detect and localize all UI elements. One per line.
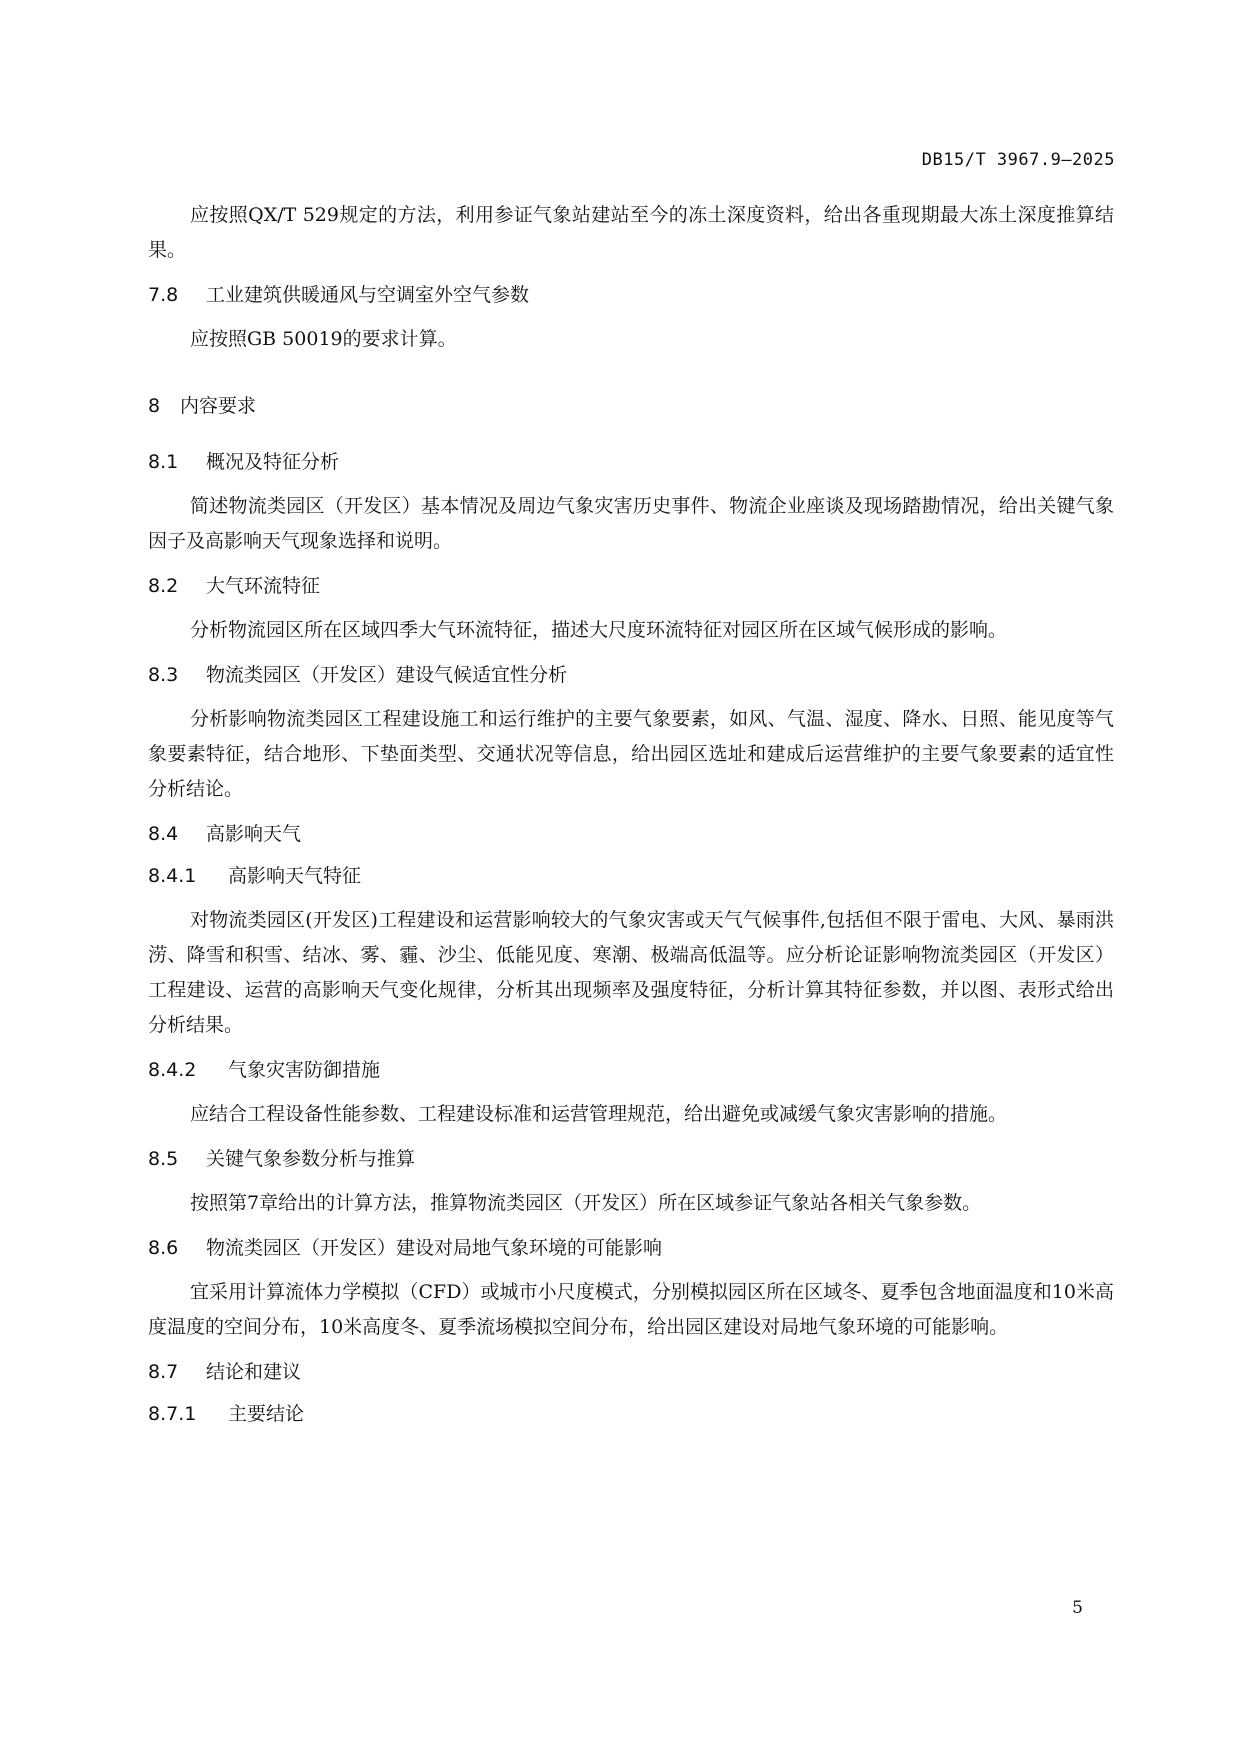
section-title: 物流类园区（开发区）建设气候适宜性分析 [206, 664, 568, 686]
section-title: 物流类园区（开发区）建设对局地气象环境的可能影响 [206, 1237, 663, 1259]
section-heading-8-6 [148, 1233, 1114, 1263]
section-number: 8.6 [148, 1237, 179, 1259]
section-heading-8-4 [148, 819, 1114, 849]
subsection-heading-8-7-1 [148, 1399, 1114, 1429]
paragraph: 分析影响物流类园区工程建设施工和运行维护的主要气象要素，如风、气温、湿度、降水、日照、能见度等气象要素特征，结合地形、下垫面类型、交通状况等信息，给出园区选址和建成后运营维护的主要气象要素的适宜性分析结论。 [148, 708, 1114, 800]
document-code: DB15/T 3967.9—2025 [921, 150, 1115, 170]
document-body [148, 198, 1114, 1441]
section-title: 大气环流特征 [206, 575, 321, 597]
section-number: 8.3 [148, 664, 179, 686]
paragraph: 宜采用计算流体力学模拟（CFD）或城市小尺度模式，分别模拟园区所在区域冬、夏季包含地面温度和10米高度温度的空间分布，10米高度冬、夏季流场模拟空间分布，给出园区建设对局地气象环境的可能影响。 [148, 1281, 1114, 1338]
section-number: 8.4 [148, 823, 179, 845]
section-number: 8.2 [148, 575, 179, 597]
paragraph: 分析物流园区所在区域四季大气环流特征，描述大尺度环流特征对园区所在区域气候形成的影响。 [190, 619, 1008, 641]
section-heading-8-3 [148, 660, 1114, 690]
section-title: 高影响天气 [206, 823, 302, 845]
section-heading-8-1 [148, 447, 1114, 477]
section-heading-8-2 [148, 571, 1114, 601]
subsection-title: 气象灾害防御措施 [228, 1059, 381, 1081]
page-number: 5 [1072, 1598, 1083, 1618]
section-heading-7-8 [148, 280, 1114, 310]
section-title: 关键气象参数分析与推算 [206, 1148, 416, 1170]
subsection-number: 8.4.1 [148, 865, 197, 887]
subsection-number: 8.4.2 [148, 1059, 197, 1081]
paragraph: 应结合工程设备性能参数、工程建设标准和运营管理规范，给出避免或减缓气象灾害影响的措施。 [190, 1103, 1008, 1125]
subsection-title: 主要结论 [228, 1403, 305, 1425]
chapter-heading-8 [148, 391, 1114, 421]
section-title: 概况及特征分析 [206, 451, 340, 473]
section-title: 工业建筑供暖通风与空调室外空气参数 [206, 284, 530, 306]
subsection-heading-8-4-2 [148, 1055, 1114, 1085]
section-number: 8.1 [148, 451, 179, 473]
paragraph: 对物流类园区(开发区)工程建设和运营影响较大的气象灾害或天气气候事件,包括但不限于雷电、大风、暴雨洪涝、降雪和积雪、结冰、雾、霾、沙尘、低能见度、寒潮、极端高低温等。应分析论证影响物流类园区（开发区）工程建设、运营的高影响天气变化规律，分析其出现频率及强度特征，分析计算其特征参数，并以图、表形式给出分析结果。 [148, 909, 1114, 1036]
section-heading-8-5 [148, 1144, 1114, 1174]
section-heading-8-7 [148, 1357, 1114, 1387]
chapter-number: 8 [148, 395, 161, 417]
subsection-number: 8.7.1 [148, 1403, 197, 1425]
paragraph: 应按照QX/T 529规定的方法，利用参证气象站建站至今的冻土深度资料，给出各重现期最大冻土深度推算结果。 [148, 204, 1114, 261]
section-number: 8.7 [148, 1361, 179, 1383]
paragraph: 按照第7章给出的计算方法，推算物流类园区（开发区）所在区域参证气象站各相关气象参数。 [190, 1192, 982, 1214]
section-number: 7.8 [148, 284, 179, 306]
subsection-title: 高影响天气特征 [228, 865, 362, 887]
paragraph: 应按照GB 50019的要求计算。 [190, 328, 457, 350]
section-number: 8.5 [148, 1148, 179, 1170]
subsection-heading-8-4-1 [148, 861, 1114, 891]
section-title: 结论和建议 [206, 1361, 302, 1383]
paragraph: 简述物流类园区（开发区）基本情况及周边气象灾害历史事件、物流企业座谈及现场踏勘情况，给出关键气象因子及高影响天气现象选择和说明。 [148, 495, 1114, 552]
chapter-title: 内容要求 [180, 395, 257, 417]
